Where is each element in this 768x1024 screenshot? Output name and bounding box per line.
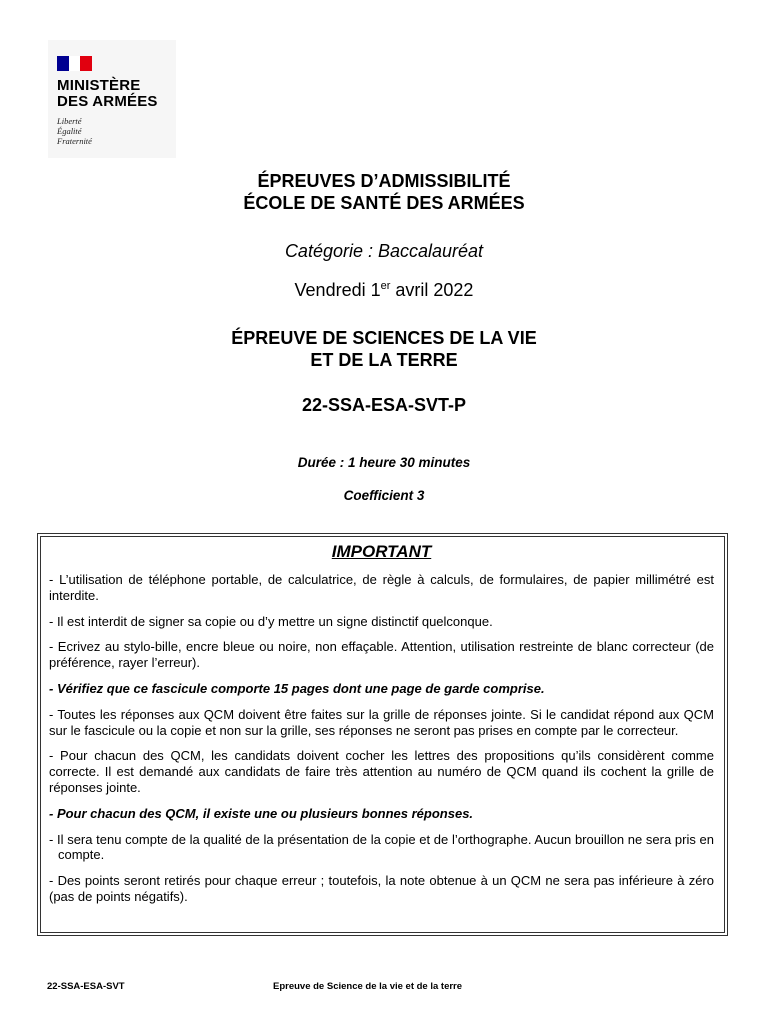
flag-white-band bbox=[69, 56, 80, 71]
motto-fraternite: Fraternité bbox=[57, 136, 92, 146]
date-prefix: Vendredi 1 bbox=[294, 280, 381, 300]
page-title bbox=[0, 170, 768, 214]
exam-code: 22-SSA-ESA-SVT-P bbox=[301, 395, 467, 415]
flag-red-band bbox=[80, 56, 92, 71]
exam-date bbox=[0, 279, 768, 301]
rule-item: - Il est interdit de signer sa copie ou d’y mettre un signe distinctif quelconque. bbox=[49, 613, 493, 629]
title-line2: ÉCOLE DE SANTÉ DES ARMÉES bbox=[243, 193, 525, 213]
flag-blue-band bbox=[57, 56, 69, 71]
rule-item: - Toutes les réponses aux QCM doivent être faites sur la grille de réponses jointe. Si le candidat répond aux QCM sur le fascicule ou la copie et non sur la grille, ses réponses ne seront pas prises en compte par le correcteur. bbox=[49, 706, 714, 738]
category: Catégorie : Baccalauréat bbox=[284, 241, 484, 261]
important-title: IMPORTANT bbox=[331, 542, 432, 561]
republic-motto bbox=[57, 116, 92, 146]
exam-title-line2: ET DE LA TERRE bbox=[310, 350, 458, 370]
motto-egalite: Égalité bbox=[57, 126, 82, 136]
rule-item: - Ecrivez au stylo-bille, encre bleue ou noire, non effaçable. Attention, utilisation restreinte de blanc correcteur (de préférence, rayer l’erreur). bbox=[49, 639, 714, 671]
rule-item: - Il sera tenu compte de la qualité de la présentation de la copie et de l’orthographe. Aucun brouillon ne sera pris en compte. bbox=[49, 831, 714, 863]
rule-item: - Pour chacun des QCM, les candidats doivent cocher les lettres des propositions qu’ils considèrent comme correcte. Il est demandé aux candidats de faire très attention au numéro de QCM quand ils cochent la grille de réponses jointe. bbox=[49, 748, 714, 795]
exam-coefficient: Coefficient 3 bbox=[343, 488, 425, 503]
ministry-logo bbox=[48, 40, 176, 158]
rule-item: - Des points seront retirés pour chaque erreur ; toutefois, la note obtenue à un QCM ne sera pas inférieure à zéro (pas de points négatifs). bbox=[49, 873, 714, 904]
french-flag-icon bbox=[57, 56, 92, 71]
footer-code: 22-SSA-ESA-SVT bbox=[47, 981, 125, 992]
exam-duration: Durée : 1 heure 30 minutes bbox=[297, 455, 471, 470]
rule-item-emphasis: - Pour chacun des QCM, il existe une ou plusieurs bonnes réponses. bbox=[49, 805, 474, 821]
rule-item: - L’utilisation de téléphone portable, de calculatrice, de règle à calculs, de formulaires, de papier millimétré est interdite. bbox=[49, 572, 714, 603]
title-line1: ÉPREUVES D’ADMISSIBILITÉ bbox=[257, 171, 511, 191]
footer-subject: Epreuve de Science de la vie et de la terre bbox=[273, 981, 463, 992]
rule-item-emphasis: - Vérifiez que ce fascicule comporte 15 pages dont une page de garde comprise. bbox=[49, 680, 545, 696]
ministry-name-line2: DES ARMÉES bbox=[57, 93, 158, 110]
exam-title-line1: ÉPREUVE DE SCIENCES DE LA VIE bbox=[231, 328, 537, 348]
ministry-name bbox=[57, 78, 158, 110]
exam-title bbox=[0, 327, 768, 371]
ministry-name-line1: MINISTÈRE bbox=[57, 77, 141, 94]
motto-liberte: Liberté bbox=[57, 116, 82, 126]
date-suffix: avril 2022 bbox=[390, 280, 474, 300]
important-box-inner bbox=[40, 536, 725, 933]
important-box bbox=[37, 533, 728, 936]
date-ordinal: er bbox=[380, 280, 391, 292]
